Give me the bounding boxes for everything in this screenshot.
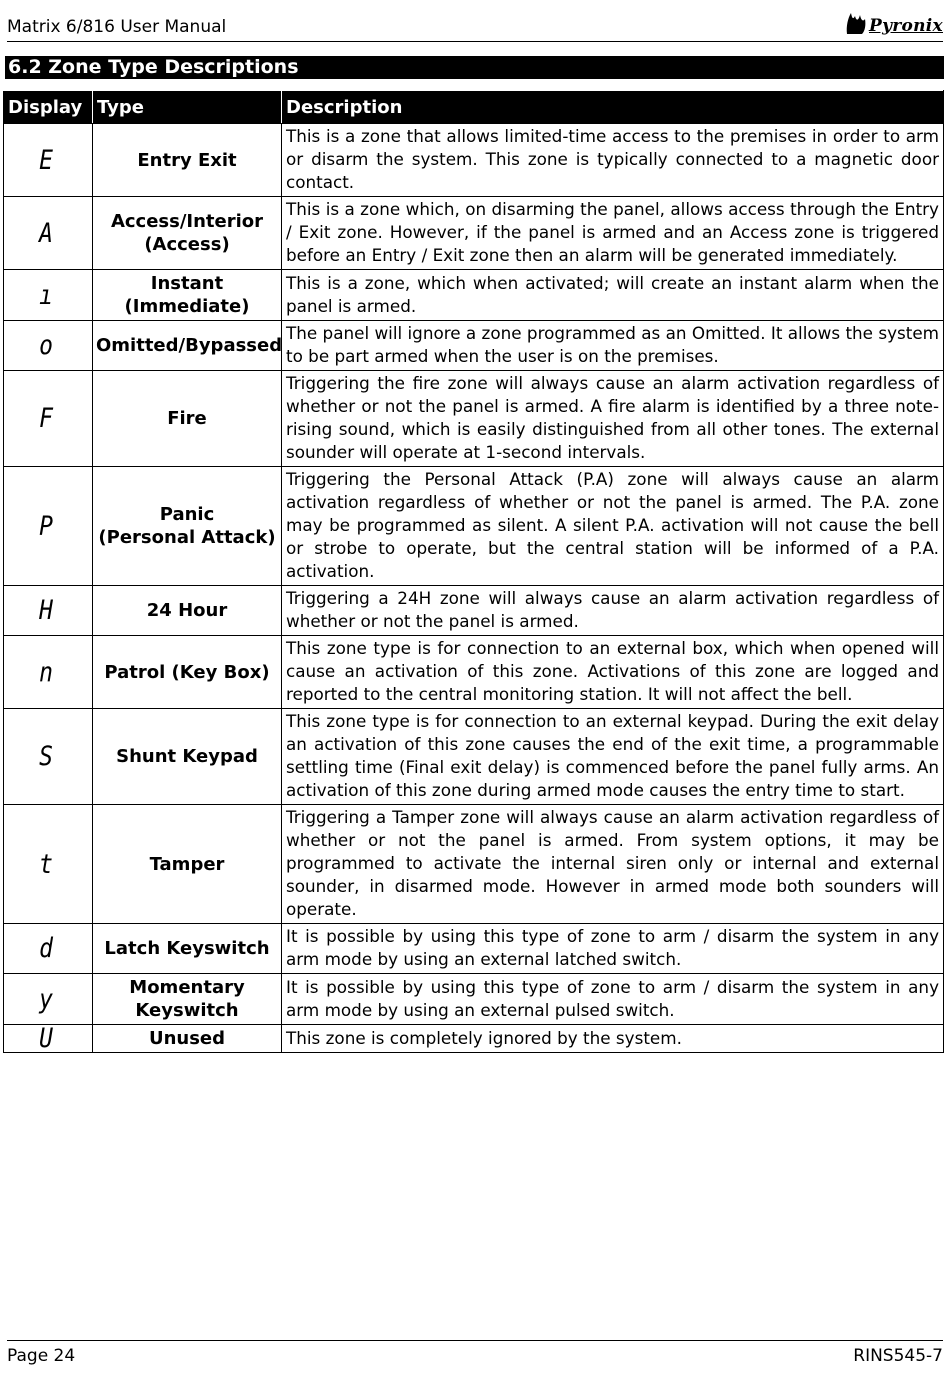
display-character: S <box>39 741 53 772</box>
zone-type-cell: Omitted/Bypassed <box>93 321 282 371</box>
table-row <box>4 197 944 270</box>
page-number: Page 24 <box>7 1346 76 1366</box>
zone-type-cell: Latch Keyswitch <box>93 924 282 974</box>
zone-display-cell <box>4 371 93 467</box>
zone-description-cell: It is possible by using this type of zone to arm / disarm the system in any arm mode by using an external latched switch. <box>282 924 944 974</box>
zone-description-cell: Triggering a 24H zone will always cause an alarm activation regardless of whether or not the panel is armed. <box>282 586 944 636</box>
section-title: 6.2 Zone Type Descriptions <box>5 56 944 79</box>
column-header-type: Type <box>93 91 282 124</box>
zone-type-cell: Unused <box>93 1025 282 1053</box>
pyronix-logo <box>845 8 943 36</box>
display-character: n <box>39 656 53 688</box>
document-title: Matrix 6/816 User Manual <box>7 17 227 37</box>
zone-type-cell: Shunt Keypad <box>93 709 282 805</box>
page-header <box>7 14 943 42</box>
logo-wordmark: Pyronix <box>868 16 943 36</box>
table-row <box>4 709 944 805</box>
display-character: y <box>39 983 53 1015</box>
display-character: t <box>39 848 53 880</box>
zone-description-cell: This is a zone, which when activated; will create an instant alarm when the panel is armed. <box>282 270 944 321</box>
table-row <box>4 1025 944 1053</box>
display-character: d <box>39 933 53 964</box>
zone-description-cell: Triggering the fire zone will always cause an alarm activation regardless of whether or not the panel is armed. A fire alarm is identified by a three note-rising sound, which is easily distinguished from all other tones. The external sounder will operate at 1-second intervals. <box>282 371 944 467</box>
zone-display-cell <box>4 321 93 371</box>
display-character: U <box>39 1023 53 1054</box>
table-row <box>4 586 944 636</box>
zone-description-cell: Triggering a Tamper zone will always cause an alarm activation regardless of whether or not the panel is armed. From system options, it may be programmed to activate the internal siren only or internal and external sounder, in disarmed mode. However in armed mode both sounders will operate. <box>282 805 944 924</box>
zone-description-cell: It is possible by using this type of zone to arm / disarm the system in any arm mode by using an external pulsed switch. <box>282 974 944 1025</box>
zone-type-cell: Momentary Keyswitch <box>93 974 282 1025</box>
table-row <box>4 805 944 924</box>
zone-display-cell <box>4 586 93 636</box>
zone-description-cell: This zone type is for connection to an external keypad. During the exit delay an activation of this zone causes the end of the exit time, a programmable settling time (Final exit delay) is commenced before the panel fully arms. An activation of this zone during armed mode causes the entry time to start. <box>282 709 944 805</box>
zone-type-cell: Patrol (Key Box) <box>93 636 282 709</box>
table-header-row <box>4 91 944 124</box>
zone-description-cell: This is a zone which, on disarming the panel, allows access through the Entry / Exit zone. However, if the panel is armed and an Access zone is triggered before an Entry / Exit zone then an alarm will be generated immediately. <box>282 197 944 270</box>
zone-description-cell: Triggering the Personal Attack (P.A) zone will always cause an alarm activation regardless of whether or not the panel is armed. The P.A. zone may be programmed as silent. A silent P.A. activation will not cause the bell or strobe to operate, but the central station will be informed of a P.A. activation. <box>282 467 944 586</box>
display-character: A <box>39 217 53 249</box>
zone-display-cell <box>4 1025 93 1053</box>
display-character: ı <box>39 279 53 311</box>
zone-type-table <box>3 90 944 1053</box>
zone-type-cell: Fire <box>93 371 282 467</box>
zone-display-cell <box>4 974 93 1025</box>
zone-type-cell: Panic (Personal Attack) <box>93 467 282 586</box>
display-character: F <box>39 403 53 434</box>
table-row <box>4 321 944 371</box>
zone-display-cell <box>4 124 93 197</box>
table-row <box>4 636 944 709</box>
table-row <box>4 124 944 197</box>
zone-description-cell: This zone type is for connection to an external box, which when opened will cause an activation of this zone. Activations of this zone are logged and reported to the central monitoring station. It will not affect the bell. <box>282 636 944 709</box>
zone-description-cell: This is a zone that allows limited-time access to the premises in order to arm or disarm the system. This zone is typically connected to a magnetic door contact. <box>282 124 944 197</box>
zone-type-cell: 24 Hour <box>93 586 282 636</box>
zone-display-cell <box>4 924 93 974</box>
zone-description-cell: The panel will ignore a zone programmed as an Omitted. It allows the system to be part armed when the user is on the premises. <box>282 321 944 371</box>
display-character: P <box>39 510 53 542</box>
zone-display-cell <box>4 467 93 586</box>
table-row <box>4 924 944 974</box>
table-row <box>4 974 944 1025</box>
table-row <box>4 270 944 321</box>
zone-type-cell: Access/Interior (Access) <box>93 197 282 270</box>
column-header-display: Display <box>4 91 93 124</box>
zone-display-cell <box>4 709 93 805</box>
pyronix-flame-logo-icon <box>845 10 867 36</box>
table-row <box>4 371 944 467</box>
zone-type-cell: Tamper <box>93 805 282 924</box>
page-footer <box>7 1340 943 1371</box>
column-header-description: Description <box>282 91 944 124</box>
zone-display-cell <box>4 805 93 924</box>
document-code: RINS545-7 <box>853 1346 943 1366</box>
zone-description-cell: This zone is completely ignored by the system. <box>282 1025 944 1053</box>
zone-type-cell: Instant (Immediate) <box>93 270 282 321</box>
table-row <box>4 467 944 586</box>
display-character: o <box>39 330 53 361</box>
zone-display-cell <box>4 197 93 270</box>
zone-display-cell <box>4 636 93 709</box>
zone-display-cell <box>4 270 93 321</box>
zone-type-cell: Entry Exit <box>93 124 282 197</box>
display-character: E <box>39 144 53 176</box>
display-character: H <box>39 595 53 626</box>
